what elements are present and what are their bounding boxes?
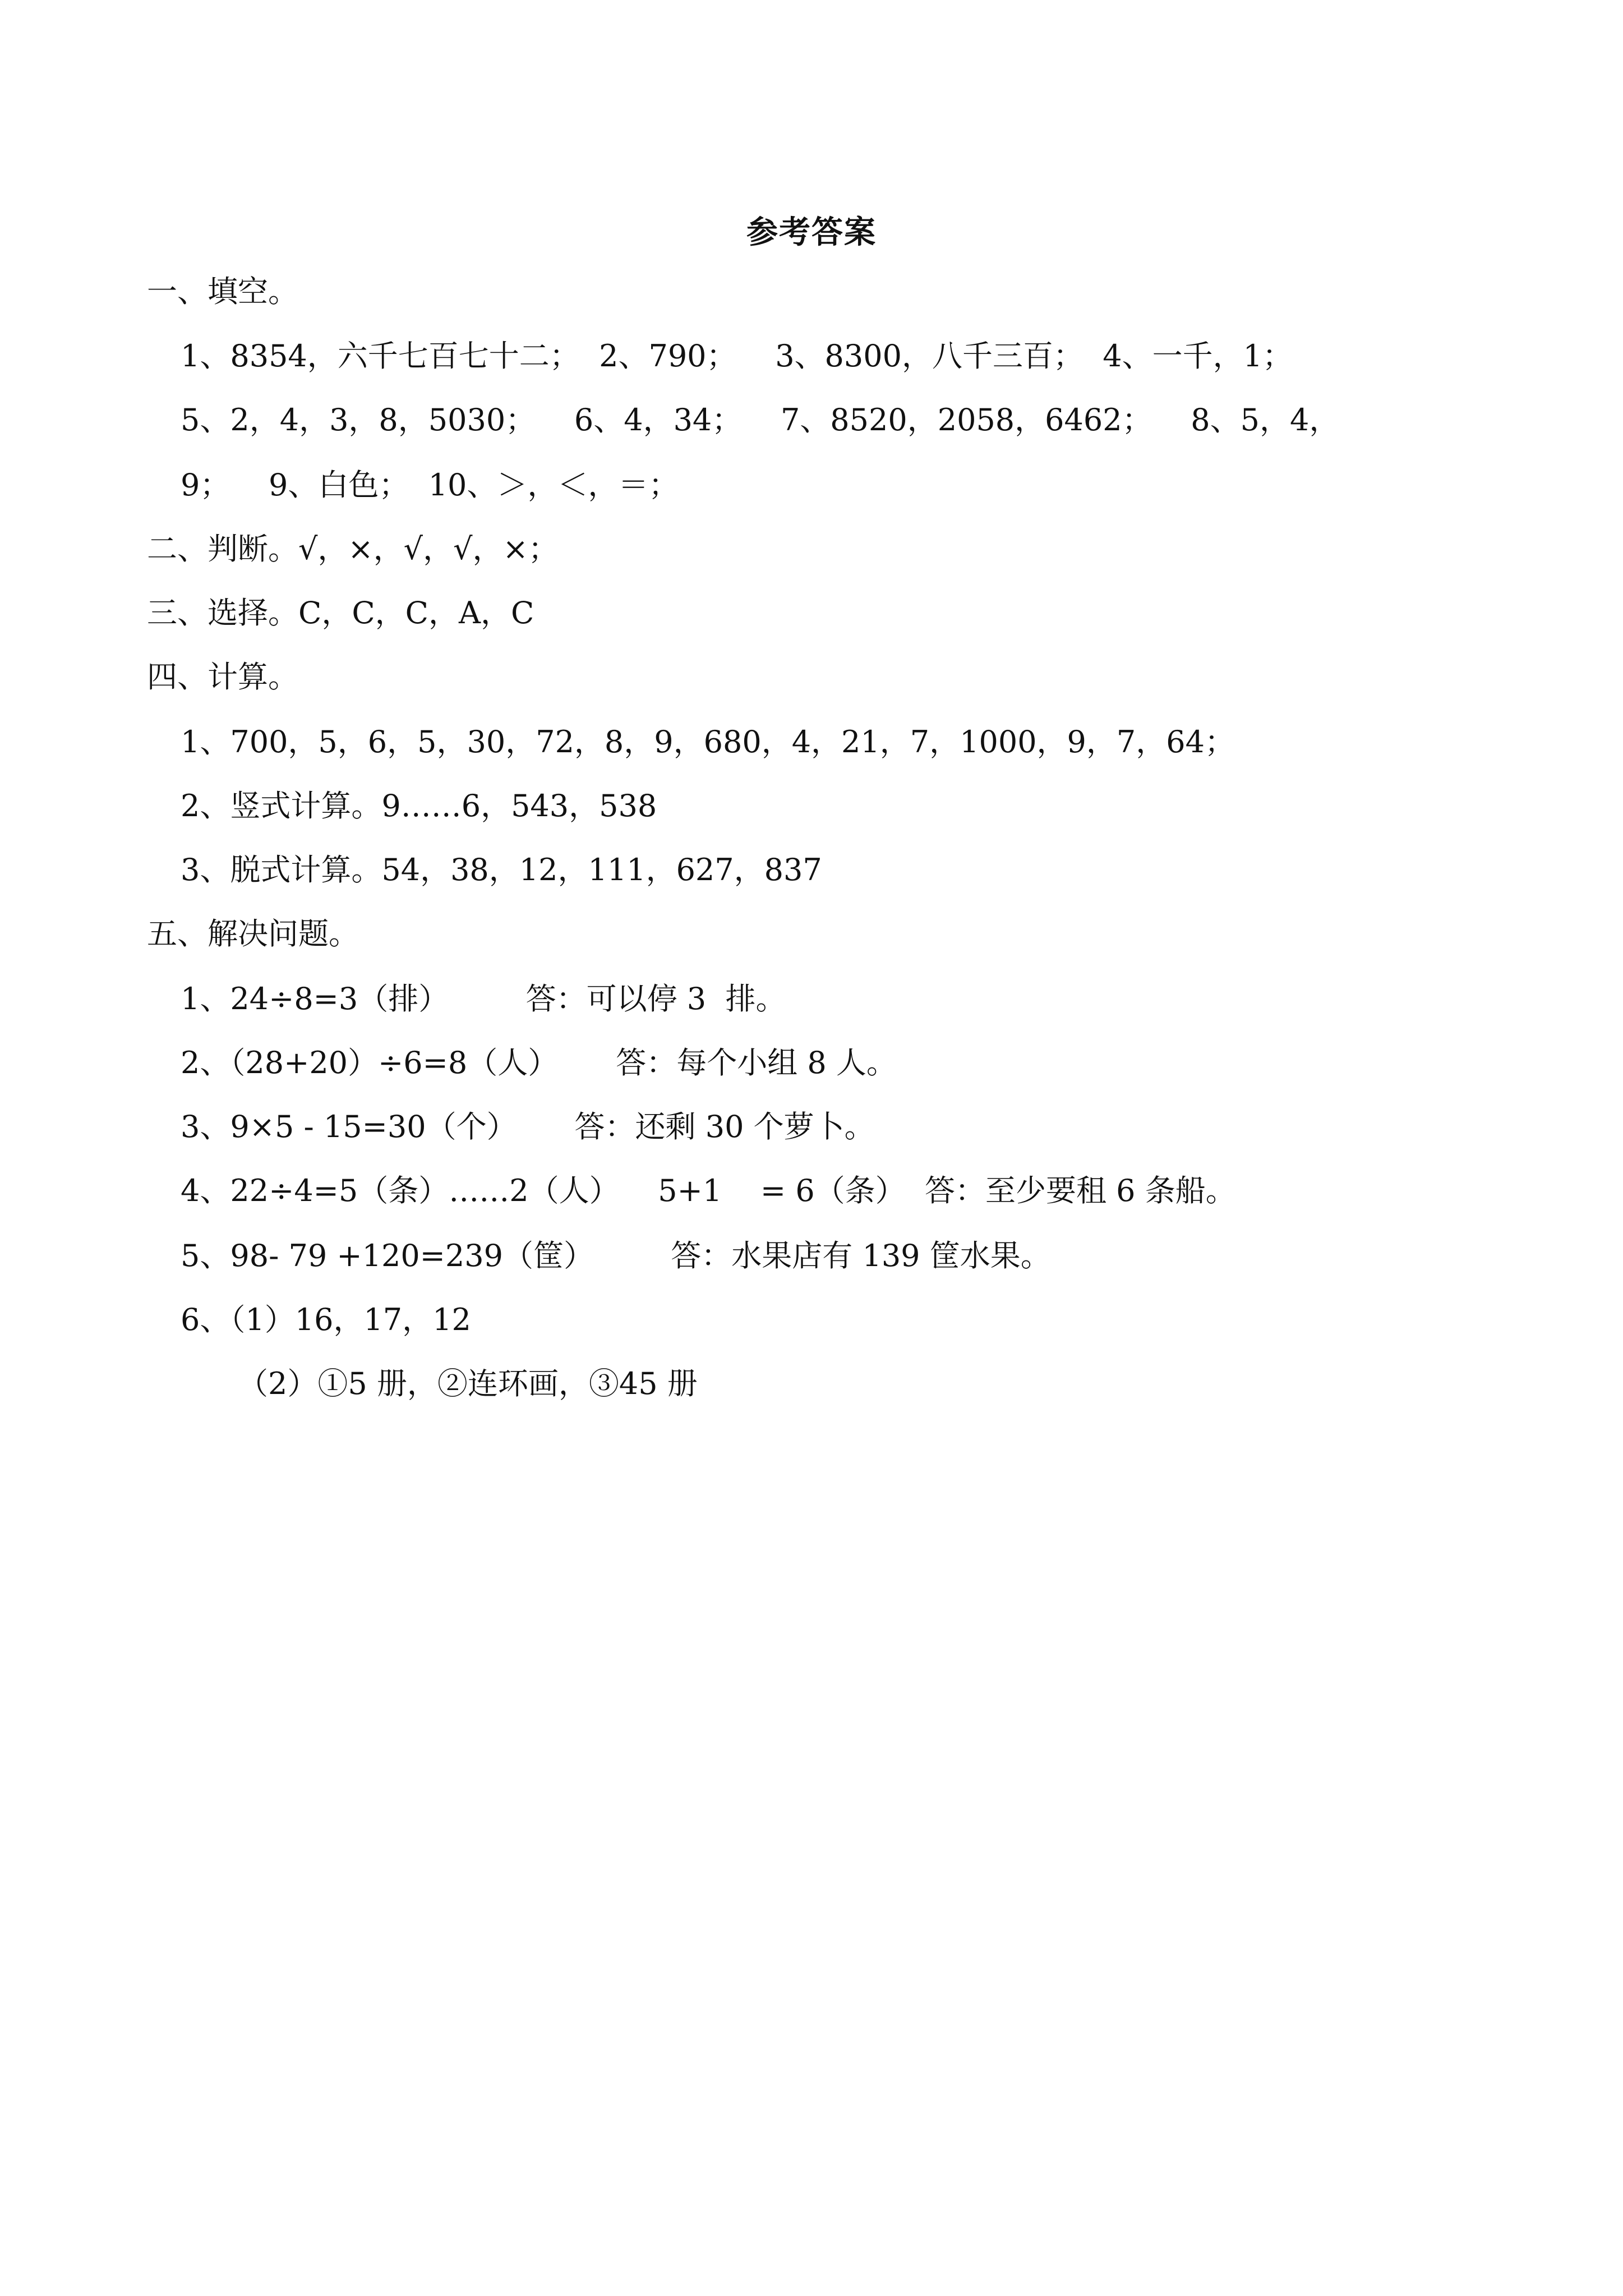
answer-line: 3、脱式计算。54，38，12，111，627，837	[181, 852, 822, 887]
answer-line: 4、22÷4=5（条）……2（人） 5+1 = 6（条） 答：至少要租 6 条船。	[181, 1173, 1236, 1208]
section-heading-problem-solving: 五、解决问题。	[147, 916, 359, 951]
page-title: 参考答案	[746, 214, 877, 251]
answer-line: 1、24÷8=3（排） 答：可以停 3 排。	[181, 981, 786, 1016]
answer-line: 5、2，4，3，8，5030； 6、4，34； 7、8520，2058，6462； 8、5，4，	[181, 402, 1340, 438]
answer-line: 5、98- 79 +120=239（筐） 答：水果店有 139 筐水果。	[181, 1238, 1051, 1273]
answer-line: 3、9×5 - 15=30（个） 答：还剩 30 个萝卜。	[181, 1109, 875, 1144]
answer-line: 1、700，5，6，5，30，72，8，9，680，4，21，7，1000，9，7，64；	[181, 724, 1235, 760]
section-heading-choice: 三、选择。C，C，C，A，C	[147, 595, 534, 631]
answer-line: 6、（1）16，17，12	[181, 1302, 471, 1337]
answer-line: 1、8354，六千七百七十二； 2、790； 3、8300，八千三百； 4、一千，1；	[181, 338, 1293, 374]
answer-line: 2、（28+20）÷6=8（人） 答：每个小组 8 人。	[181, 1045, 897, 1080]
section-heading-calculation: 四、计算。	[147, 659, 298, 694]
answer-line: 9； 9、白色； 10、＞，＜，＝；	[181, 467, 679, 503]
answer-line: （2）①5 册，②连环画，③45 册	[238, 1366, 698, 1401]
answer-line: 2、竖式计算。9……6，543，538	[181, 788, 657, 823]
section-heading-fill-blanks: 一、填空。	[147, 274, 298, 309]
section-heading-judgement: 二、判断。√，×，√，√，×；	[147, 531, 559, 567]
